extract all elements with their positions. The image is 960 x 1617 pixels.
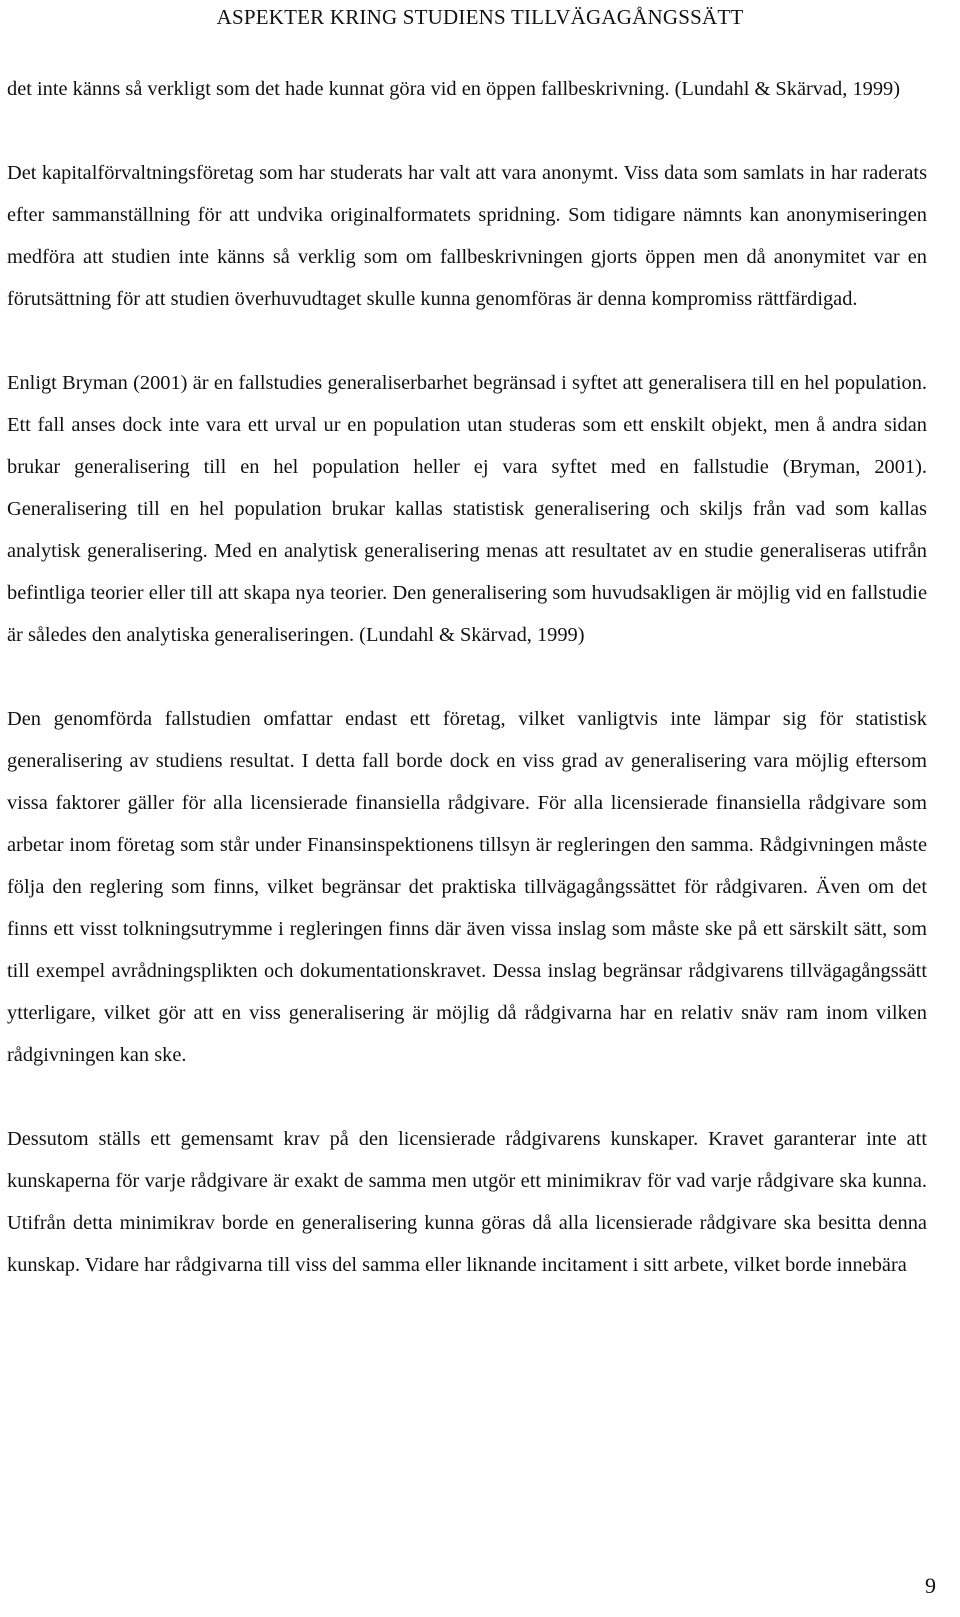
paragraph-case-study-scope: Den genomförda fallstudien omfattar endast ett företag, vilket vanligtvis inte lämpar sig för statistisk generalisering av studiens resultat. I detta fall borde dock en viss grad av generalisering vara möjlig eftersom vissa faktorer gäller för alla licensierade finansiella rådgivare. För alla licensierade finansiella rådgivare som arbetar inom företag som står under Finansinspektionens tillsyn är regleringen den samma. Rådgivningen måste följa den reglering som finns, vilket begränsar det praktiska tillvägagångssättet för rådgivaren. Även om det finns ett visst tolkningsutrymme i regleringen finns där även vissa inslag som måste ske på ett särskilt sätt, som till exempel avrådningsplikten och dokumentationskravet. Dessa inslag begränsar rådgivarens tillvägagångssätt ytterligare, vilket gör att en viss generalisering är möjlig då rådgivarna har en relativ snäv ram inom vilken rådgivningen kan ske. [7, 708, 927, 1066]
paragraph-continuation: det inte känns så verkligt som det hade kunnat göra vid en öppen fallbeskrivning. (Lundahl & Skärvad, 1999) [7, 78, 901, 100]
paragraph-generalization: Enligt Bryman (2001) är en fallstudies generaliserbarhet begränsad i syftet att generalisera till en hel population. Ett fall anses dock inte vara ett urval ur en population utan studeras som ett enskilt objekt, men å andra sidan brukar generalisering till en hel population heller ej vara syftet med en fallstudie (Bryman, 2001). Generalisering till en hel population brukar kallas statistisk generalisering och skiljs från vad som kallas analytisk generalisering. Med en analytisk generalisering menas att resultatet av en studie generaliseras utifrån befintliga teorier eller till att skapa nya teorier. Den generalisering som huvudsakligen är möjlig vid en fallstudie är således den analytiska generaliseringen. (Lundahl & Skärvad, 1999) [7, 372, 927, 646]
page-number: 9 [925, 1573, 936, 1598]
paragraph-knowledge-requirements: Dessutom ställs ett gemensamt krav på den licensierade rådgivarens kunskaper. Kravet garanterar inte att kunskaperna för varje rådgivare är exakt de samma men utgör ett minimikrav för vad varje rådgivare ska kunna. Utifrån detta minimikrav borde en generalisering kunna göras då alla licensierade rådgivare ska besitta denna kunskap. Vidare har rådgivarna till viss del samma eller liknande incitament i sitt arbete, vilket borde innebära [7, 1128, 927, 1276]
paragraph-anonymity: Det kapitalförvaltningsföretag som har studerats har valt att vara anonymt. Viss data som samlats in har raderats efter sammanställning för att undvika originalformatets spridning. Som tidigare nämnts kan anonymiseringen medföra att studien inte känns så verklig som om fallbeskrivningen gjorts öppen men då anonymitet var en förutsättning för att studien överhuvudtaget skulle kunna genomföras är denna kompromiss rättfärdigad. [7, 162, 927, 310]
page-body [7, 68, 927, 1286]
running-header: ASPEKTER KRING STUDIENS TILLVÄGAGÅNGSSÄTT [216, 5, 744, 29]
